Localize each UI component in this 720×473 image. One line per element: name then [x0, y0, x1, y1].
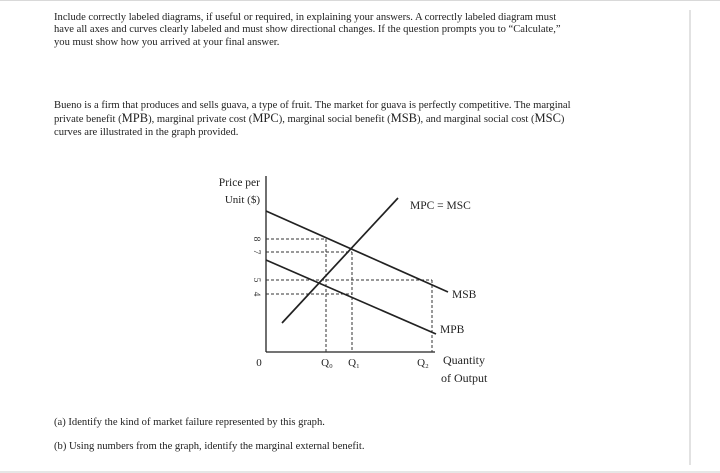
- y-tick-label: 5: [251, 277, 261, 283]
- msb-label: MSB: [452, 289, 477, 301]
- origin-label: 0: [256, 357, 262, 369]
- problem-line: curves are illustrated in the graph provided.: [54, 126, 239, 138]
- instructions-line: you must show how you arrived at your final answer.: [54, 36, 280, 48]
- mpb-curve: [266, 260, 436, 334]
- x-axis-title: of Output: [441, 371, 488, 385]
- y-axis-title: Price per: [218, 177, 260, 189]
- mpc-msc-curve: [282, 198, 398, 323]
- y-tick-label: 7: [251, 249, 261, 255]
- instructions-line: have all axes and curves clearly labeled and must show directional changes. If the question prompts you to “Calculate,”: [54, 24, 561, 36]
- mpb-label: MPB: [440, 324, 465, 336]
- x-axis-title: Quantity: [443, 353, 485, 367]
- x-tick-q2: Q₂: [417, 357, 429, 369]
- mpc-term: MPC: [252, 111, 279, 126]
- msc-term: MSC: [534, 111, 561, 126]
- msb-term: MSB: [390, 111, 418, 126]
- question-a: (a) Identify the kind of market failure represented by this graph.: [54, 417, 325, 428]
- y-tick-label: 8: [251, 236, 261, 242]
- x-tick-q1: Q₁: [348, 357, 360, 369]
- mpb-term: MPB: [121, 111, 149, 126]
- problem-line: private benefit (MPB), marginal private cost (MPC), marginal social benefit (MSB), and marginal social cost (MSC): [54, 111, 565, 126]
- y-axis-title: Unit ($): [224, 194, 260, 206]
- instructions-line: Include correctly labeled diagrams, if useful or required, in explaining your answers. A correctly labeled diagram must: [54, 12, 557, 23]
- question-b: (b) Using numbers from the graph, identify the marginal external benefit.: [54, 441, 365, 452]
- x-tick-q0: Q₀: [321, 357, 333, 369]
- mpc-msc-label: MPC = MSC: [410, 200, 471, 212]
- y-tick-label: 4: [251, 291, 261, 297]
- problem-line: Bueno is a firm that produces and sells guava, a type of fruit. The market for guava is perfectly competitive. The marginal: [54, 100, 571, 111]
